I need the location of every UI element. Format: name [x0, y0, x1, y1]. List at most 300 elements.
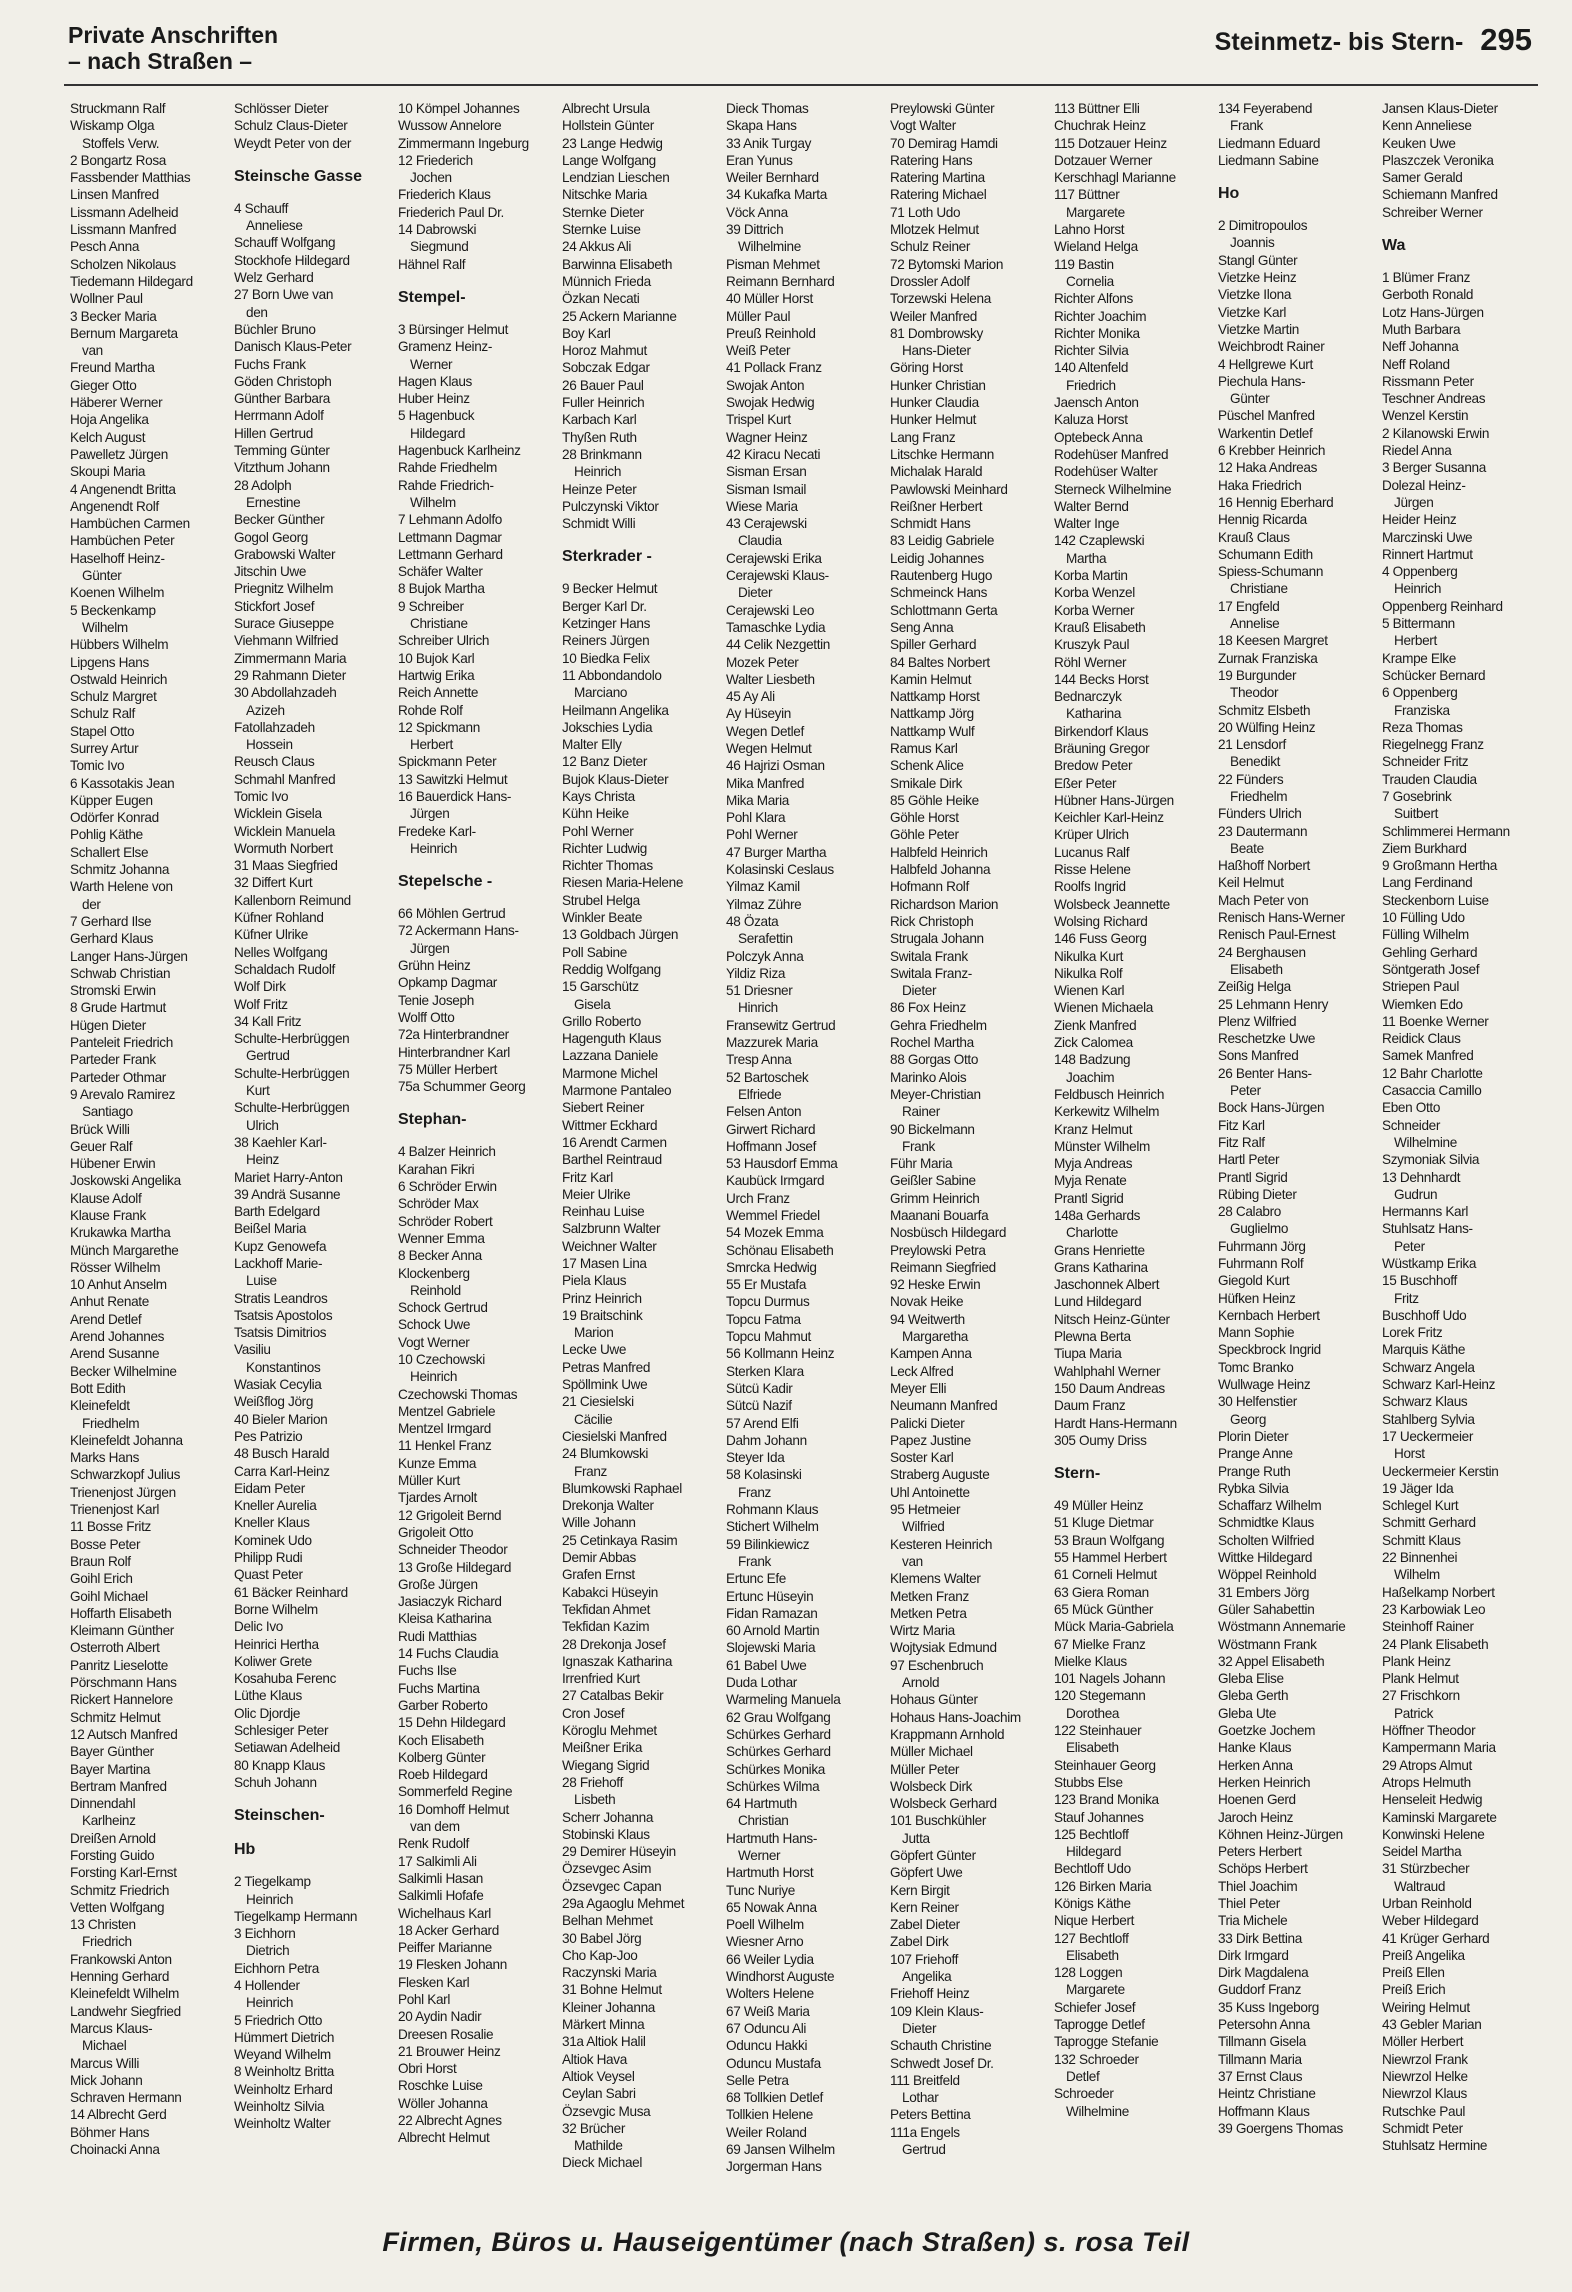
directory-entry: Cäcilie	[574, 1411, 613, 1427]
directory-entry: Hillen Gertrud	[234, 425, 313, 441]
directory-entry: Jaensch Anton	[1054, 395, 1139, 411]
directory-entry: Reinhau Luise	[562, 1204, 645, 1220]
directory-entry: Wöller Johanna	[398, 2095, 488, 2111]
directory-entry: Tillmann Maria	[1218, 2051, 1302, 2067]
directory-entry: Krukawka Martha	[70, 1225, 171, 1241]
directory-entry: Scherr Johanna	[562, 1809, 654, 1825]
directory-entry: Richter Thomas	[562, 858, 653, 874]
directory-entry: 55 Er Mustafa	[726, 1277, 807, 1293]
directory-entry: Suitbert	[1394, 806, 1439, 822]
directory-entry: Krüper Ulrich	[1054, 827, 1129, 843]
directory-entry: Soster Karl	[890, 1450, 954, 1466]
directory-entry: 9 Becker Helmut	[562, 581, 658, 597]
directory-entry: Stapel Otto	[70, 723, 135, 739]
directory-entry: Becker Wilhelmine	[70, 1363, 177, 1379]
directory-entry: Wöppel Reinhold	[1218, 1567, 1317, 1583]
street-heading: Stempel-	[398, 288, 466, 306]
directory-entry: Wirtz Maria	[890, 1623, 955, 1639]
directory-entry: Tunc Nuriye	[726, 1882, 795, 1898]
directory-entry: Waltraud	[1394, 1878, 1446, 1894]
directory-entry: Cornelia	[1066, 273, 1114, 289]
directory-entry: Jokschies Lydia	[562, 719, 653, 735]
directory-entry: 67 Mielke Franz	[1054, 1636, 1146, 1652]
directory-entry: Kneller Klaus	[234, 1515, 310, 1531]
directory-entry: Gogol Georg	[234, 529, 308, 545]
directory-entry: Schücker Bernard	[1382, 667, 1486, 683]
directory-entry: Münster Wilhelm	[1054, 1138, 1150, 1154]
directory-entry: Trienenjost Jürgen	[70, 1484, 176, 1500]
directory-entry: Choinacki Anna	[70, 2142, 160, 2158]
directory-entry: Vogt Walter	[890, 118, 956, 134]
directory-entry: Münch Margarethe	[70, 1242, 179, 1258]
directory-entry: 148a Gerhards	[1054, 1208, 1141, 1223]
directory-entry: Hübner Hans-Jürgen	[1054, 792, 1174, 808]
directory-entry: Fidan Ramazan	[726, 1605, 818, 1621]
directory-entry: Grigoleit Otto	[398, 1524, 474, 1540]
directory-entry: Georg	[1230, 1411, 1267, 1427]
directory-entry: 39 Dittrich	[726, 222, 784, 238]
directory-entry: Stuhlsatz Hans-	[1382, 1221, 1473, 1237]
directory-entry: Heinrich	[246, 1891, 294, 1907]
directory-entry: Stobinski Klaus	[562, 1826, 650, 1842]
directory-entry: Dahm Johann	[726, 1432, 807, 1448]
directory-entry: Herken Anna	[1218, 1757, 1293, 1773]
directory-entry: 150 Daum Andreas	[1054, 1380, 1165, 1396]
directory-entry: 34 Kukafka Marta	[726, 187, 827, 203]
directory-entry: Obri Horst	[398, 2061, 457, 2077]
directory-entry: Panteleit Friedrich	[70, 1035, 173, 1051]
directory-entry: Ratering Hans	[890, 152, 973, 168]
directory-entry: Mentzel Irmgard	[398, 1421, 491, 1437]
directory-entry: Wolf Fritz	[234, 996, 288, 1012]
directory-entry: 95 Hetmeier	[890, 1502, 961, 1518]
directory-entry: Hofmann Rolf	[890, 879, 969, 895]
directory-entry: 35 Kuss Ingeborg	[1218, 1999, 1319, 2015]
directory-entry: 11 Bosse Fritz	[70, 1519, 151, 1535]
directory-entry: Dietrich	[246, 1943, 290, 1959]
column-5	[726, 100, 890, 2220]
directory-entry: Möller Herbert	[1382, 2034, 1464, 2050]
directory-entry: Cerajewski Leo	[726, 602, 815, 618]
directory-entry: Papez Justine	[890, 1432, 971, 1448]
directory-entry: Wegen Helmut	[726, 740, 812, 756]
directory-entry: 7 Lehmann Adolfo	[398, 512, 502, 528]
directory-entry: Wasiak Cecylia	[234, 1377, 322, 1393]
directory-entry: Philipp Rudi	[234, 1550, 303, 1566]
directory-entry: Richter Joachim	[1054, 308, 1147, 324]
directory-entry: Topcu Mahmut	[726, 1329, 811, 1345]
directory-entry: Schwarz Angela	[1382, 1359, 1475, 1375]
directory-entry: Kallenborn Reimund	[234, 892, 351, 908]
directory-entry: Priegnitz Wilhelm	[234, 581, 334, 597]
directory-entry: Weichner Walter	[562, 1238, 657, 1254]
directory-entry: Haßhoff Norbert	[1218, 858, 1310, 874]
directory-entry: Söntgerath Josef	[1382, 961, 1480, 977]
street-heading: Stepelsche -	[398, 873, 493, 891]
directory-entry: Kleimann Günther	[70, 1623, 174, 1639]
directory-entry: Lahno Horst	[1054, 222, 1125, 238]
directory-entry: Braun Rolf	[70, 1553, 131, 1569]
directory-entry: Pulczynski Viktor	[562, 498, 659, 514]
directory-entry: Schmitt Gerhard	[1382, 1515, 1476, 1531]
directory-entry: 10 Anhut Anselm	[70, 1277, 167, 1293]
directory-entry: Wollner Paul	[70, 291, 143, 307]
directory-entry: Serafettin	[738, 931, 793, 947]
directory-entry: Keil Helmut	[1218, 875, 1284, 891]
directory-entry: Heintz Christiane	[1218, 2086, 1316, 2102]
directory-entry: Peter	[1394, 1238, 1425, 1254]
directory-entry: 109 Klein Klaus-	[890, 2003, 984, 2019]
directory-entry: 31 Stürzbecher	[1382, 1861, 1470, 1877]
directory-entry: Struckmann Ralf	[70, 101, 166, 116]
directory-entry: Maanani Bouarfa	[890, 1208, 989, 1223]
directory-entry: Margarete	[1066, 204, 1125, 220]
directory-entry: Rohmann Klaus	[726, 1502, 819, 1518]
directory-entry: Schröder Max	[398, 1196, 479, 1212]
street-heading: Ho	[1218, 185, 1240, 203]
directory-entry: 61 Bäcker Reinhard	[234, 1584, 348, 1600]
directory-entry: Cerajewski Erika	[726, 550, 822, 566]
directory-entry: Schürkes Gerhard	[726, 1744, 831, 1760]
directory-entry: Joannis	[1230, 235, 1275, 251]
directory-entry: Szymoniak Silvia	[1382, 1152, 1480, 1168]
directory-entry: 18 Keesen Margret	[1218, 633, 1328, 649]
directory-entry: 13 Goldbach Jürgen	[562, 927, 679, 943]
directory-entry: 37 Ernst Claus	[1218, 2068, 1303, 2084]
directory-entry: Piechula Hans-	[1218, 373, 1306, 389]
directory-entry: Feldbusch Heinrich	[1054, 1086, 1165, 1102]
directory-entry: Sisman Ismail	[726, 481, 807, 497]
directory-entry: Duda Lothar	[726, 1675, 797, 1691]
directory-entry: Schlimmerei Hermann	[1382, 823, 1510, 839]
directory-entry: Göhle Horst	[890, 810, 959, 826]
directory-entry: Kern Birgit	[890, 1882, 950, 1898]
directory-entry: 111a Engels	[890, 2124, 960, 2140]
directory-entry: Heinrich	[410, 840, 458, 856]
directory-entry: 6 Oppenberg	[1382, 685, 1458, 701]
directory-entry: 2 Kilanowski Erwin	[1382, 425, 1490, 441]
directory-entry: Elisabeth	[1066, 1947, 1119, 1963]
directory-entry: 42 Kiracu Necati	[726, 446, 821, 462]
directory-entry: Müller Peter	[890, 1761, 960, 1777]
directory-entry: Gisela	[574, 996, 611, 1012]
directory-entry: 25 Lehmann Henry	[1218, 996, 1329, 1012]
directory-entry: Roschke Luise	[398, 2078, 483, 2094]
directory-entry: Litschke Hermann	[890, 446, 994, 462]
directory-entry: 10 Bujok Karl	[398, 650, 475, 666]
directory-entry: Hunker Christian	[890, 377, 986, 393]
directory-entry: Püschel Manfred	[1218, 408, 1315, 424]
directory-entry: 10 Biedka Felix	[562, 650, 650, 666]
directory-entry: Rissmann Peter	[1382, 373, 1474, 389]
directory-entry: Ratering Michael	[890, 187, 987, 203]
directory-entry: van dem	[410, 1819, 460, 1835]
directory-entry: Schreiber Werner	[1382, 204, 1483, 220]
directory-entry: Fredeke Karl-	[398, 823, 476, 839]
directory-entry: Hügen Dieter	[70, 1017, 146, 1033]
directory-entry: Ketzinger Hans	[562, 616, 651, 632]
header-right	[1215, 22, 1532, 58]
directory-entry: Göring Horst	[890, 360, 963, 376]
directory-entry: 19 Burgunder	[1218, 667, 1297, 683]
directory-entry: 83 Leidig Gabriele	[890, 533, 995, 549]
directory-entry: Weiler Manfred	[890, 308, 978, 324]
directory-entry: Peter	[1230, 1083, 1261, 1099]
directory-entry: Windhorst Auguste	[726, 1969, 835, 1985]
directory-entry: 4 Schauff	[234, 200, 289, 216]
directory-entry: 13 Dehnhardt	[1382, 1169, 1461, 1185]
directory-entry: Jürgen	[410, 806, 450, 822]
directory-entry: Schulte-Herbrüggen	[234, 1031, 350, 1047]
directory-entry: Quast Peter	[234, 1567, 303, 1583]
directory-entry: 5 Friedrich Otto	[234, 2012, 323, 2028]
directory-entry: 39 Andrä Susanne	[234, 1186, 341, 1202]
directory-entry: Cron Josef	[562, 1705, 625, 1721]
directory-entry: Schmitt Klaus	[1382, 1532, 1461, 1548]
directory-entry: Hans-Dieter	[902, 343, 971, 359]
directory-entry: Kaluza Horst	[1054, 412, 1128, 428]
directory-entry: Frank	[1230, 118, 1263, 134]
directory-entry: Thiel Peter	[1218, 1895, 1280, 1911]
directory-entry: Vietzke Karl	[1218, 304, 1287, 320]
directory-entry: Schauff Wolfgang	[234, 235, 336, 251]
directory-entry: Tsatsis Dimitrios	[234, 1325, 327, 1341]
directory-entry: 30 Helfenstier	[1218, 1394, 1297, 1410]
directory-entry: Bujok Klaus-Dieter	[562, 771, 669, 787]
directory-entry: Oppenberg Reinhard	[1382, 598, 1503, 614]
directory-entry: Neumann Manfred	[890, 1398, 998, 1414]
directory-entry: Schneider	[1382, 1117, 1441, 1133]
directory-entry: 119 Bastin	[1054, 256, 1114, 272]
directory-entry: 15 Dehn Hildegard	[398, 1715, 506, 1731]
directory-entry: Lund Hildegard	[1054, 1294, 1142, 1310]
directory-entry: Hübbers Wilhelm	[70, 637, 169, 653]
directory-entry: Roeb Hildegard	[398, 1767, 488, 1783]
directory-entry: Schwarzkopf Julius	[70, 1467, 181, 1483]
directory-entry: 32 Appel Elisabeth	[1218, 1653, 1325, 1669]
directory-entry: Reich Annette	[398, 685, 479, 701]
directory-entry: Mika Maria	[726, 792, 789, 808]
directory-entry: Selle Petra	[726, 2072, 789, 2088]
directory-entry: 27 Born Uwe van	[234, 287, 334, 303]
directory-entry: 31 Bohne Helmut	[562, 1982, 662, 1998]
directory-entry: 24 Plank Elisabeth	[1382, 1636, 1489, 1652]
directory-entry: Sisman Ersan	[726, 464, 807, 480]
directory-entry: 61 Corneli Helmut	[1054, 1567, 1157, 1583]
directory-entry: Wormuth Norbert	[234, 840, 333, 856]
directory-entry: Höffner Theodor	[1382, 1723, 1476, 1739]
directory-entry: Borne Wilhelm	[234, 1601, 318, 1617]
directory-entry: 85 Göhle Heike	[890, 792, 979, 808]
directory-entry: Urban Reinhold	[1382, 1895, 1472, 1911]
directory-entry: 3 Bürsinger Helmut	[398, 321, 509, 337]
directory-entry: Riegelnegg Franz	[1382, 737, 1484, 753]
directory-entry: Rahde Friedhelm	[398, 460, 498, 476]
directory-entry: 8 Weinholtz Britta	[234, 2064, 334, 2080]
directory-entry: Hinrich	[738, 1000, 778, 1016]
directory-entry: Schwarz Klaus	[1382, 1394, 1468, 1410]
directory-entry: 27 Frischkorn	[1382, 1688, 1460, 1704]
directory-entry: Eidam Peter	[234, 1480, 305, 1496]
directory-entry: Tekfidan Kazim	[562, 1619, 650, 1635]
directory-entry: Weber Hildegard	[1382, 1913, 1479, 1929]
directory-entry: Mariet Harry-Anton	[234, 1169, 343, 1185]
directory-entry: Gehra Friedhelm	[890, 1017, 987, 1033]
directory-entry: Grühn Heinz	[398, 958, 471, 974]
column-9	[1382, 100, 1546, 2220]
directory-entry: Werner	[410, 356, 453, 372]
directory-entry: 90 Bickelmann	[890, 1121, 975, 1137]
directory-entry: Delic Ivo	[234, 1619, 283, 1635]
directory-entry: Berger Karl Dr.	[562, 598, 647, 614]
directory-entry: 97 Eschenbruch	[890, 1657, 984, 1673]
directory-entry: Striepen Paul	[1382, 979, 1460, 995]
directory-entry: Zick Calomea	[1054, 1035, 1133, 1051]
directory-entry: Becker Günther	[234, 512, 325, 528]
directory-entry: 67 Weiß Maria	[726, 2003, 810, 2019]
directory-entry: 2 Tiegelkamp	[234, 1874, 311, 1890]
directory-entry: Swojak Anton	[726, 377, 805, 393]
directory-entry: 13 Große Hildegard	[398, 1559, 512, 1575]
directory-entry: Steinhoff Rainer	[1382, 1619, 1474, 1635]
directory-entry: Tomc Branko	[1218, 1359, 1294, 1375]
directory-entry: 61 Babel Uwe	[726, 1657, 807, 1673]
directory-entry: 1 Blümer Franz	[1382, 270, 1471, 286]
directory-entry: 67 Oduncu Ali	[726, 2020, 807, 2036]
directory-entry: 30 Babel Jörg	[562, 1930, 642, 1946]
directory-entry: Fuller Heinrich	[562, 395, 645, 411]
directory-entry: Hoffmann Klaus	[1218, 2103, 1310, 2119]
street-heading: Sterkrader -	[562, 548, 652, 566]
directory-entry: Bechtloff Udo	[1054, 1861, 1131, 1877]
directory-entry: 6 Krebber Heinrich	[1218, 443, 1326, 459]
directory-entry: Blumkowski Raphael	[562, 1480, 682, 1496]
directory-entry: Grafen Ernst	[562, 1567, 635, 1583]
directory-entry: Linsen Manfred	[70, 187, 159, 203]
directory-entry: Kunze Emma	[398, 1455, 477, 1471]
directory-entry: Thyßen Ruth	[562, 429, 637, 445]
directory-entry: Schaldach Rudolf	[234, 961, 335, 977]
directory-entry: Martha	[1066, 550, 1107, 566]
directory-entry: Leck Alfred	[890, 1363, 954, 1379]
directory-entry: Wicklein Manuela	[234, 823, 335, 839]
directory-entry: Tsatsis Apostolos	[234, 1307, 333, 1323]
directory-entry: Hardt Hans-Hermann	[1054, 1415, 1177, 1431]
directory-entry: 3 Berger Susanna	[1382, 460, 1486, 476]
directory-entry: Gehling Gerhard	[1382, 944, 1478, 960]
directory-entry: Korba Werner	[1054, 602, 1135, 618]
directory-entry: Märkert Minna	[562, 2017, 645, 2033]
directory-entry: 16 Bauerdick Hans-	[398, 788, 512, 804]
directory-entry: 120 Stegemann	[1054, 1688, 1146, 1704]
directory-entry: Werner	[738, 1847, 781, 1863]
directory-entry: Dieck Thomas	[726, 101, 809, 116]
directory-entry: Weiler Bernhard	[726, 170, 819, 186]
directory-entry: Koliwer Grete	[234, 1653, 312, 1669]
directory-entry: Kampen Anna	[890, 1346, 972, 1362]
directory-entry: Belhan Mehmet	[562, 1913, 653, 1929]
directory-entry: 3 Becker Maria	[70, 308, 157, 324]
directory-entry: Schröder Robert	[398, 1213, 493, 1229]
directory-entry: Klause Adolf	[70, 1190, 142, 1206]
directory-entry: Marcus Klaus-	[70, 2020, 153, 2036]
directory-entry: Ulrich	[246, 1117, 279, 1133]
directory-entry: Marciano	[574, 685, 628, 701]
directory-entry: 81 Dombrowsky	[890, 325, 983, 341]
directory-entry: Göhle Peter	[890, 827, 959, 843]
directory-entry: van	[902, 1553, 923, 1569]
directory-entry: Salkimli Hasan	[398, 1870, 483, 1886]
directory-entry: Wolters Helene	[726, 1986, 814, 2002]
directory-entry: Barthel Reintraud	[562, 1152, 662, 1168]
directory-entry: Walter Inge	[1054, 516, 1120, 532]
directory-entry: Plewna Berta	[1054, 1329, 1131, 1345]
directory-entry: Bott Edith	[70, 1380, 126, 1396]
directory-entry: 5 Hagenbuck	[398, 408, 475, 424]
directory-entry: Sommerfeld Regine	[398, 1784, 513, 1800]
directory-entry: Cerajewski Klaus-	[726, 568, 829, 584]
directory-entry: Rösser Wilhelm	[70, 1259, 161, 1275]
directory-entry: Reschetzke Uwe	[1218, 1031, 1316, 1047]
directory-entry: Osterroth Albert	[70, 1640, 160, 1656]
directory-entry: Mach Peter von	[1218, 892, 1309, 908]
directory-entry: Ceylan Sabri	[562, 2086, 636, 2102]
directory-entry: Surrey Artur	[70, 740, 139, 756]
directory-entry: Schiefer Josef	[1054, 1999, 1136, 2015]
directory-entry: Schulte-Herbrüggen	[234, 1100, 350, 1116]
directory-entry: Mozek Peter	[726, 654, 799, 670]
directory-entry: 4 Hellgrewe Kurt	[1218, 356, 1313, 372]
directory-entry: Steckenborn Luise	[1382, 892, 1489, 908]
directory-entry: Gerboth Ronald	[1382, 287, 1474, 303]
directory-entry: 12 Grigoleit Bernd	[398, 1507, 502, 1523]
directory-entry: Kaminski Margarete	[1382, 1809, 1497, 1825]
directory-entry: Jansen Klaus-Dieter	[1382, 101, 1498, 116]
directory-entry: 41 Krüger Gerhard	[1382, 1930, 1490, 1946]
directory-entry: Heinze Peter	[562, 481, 637, 497]
directory-entry: Eben Otto	[1382, 1100, 1441, 1116]
directory-entry: Urch Franz	[726, 1190, 790, 1206]
directory-entry: Ueckermeier Kerstin	[1382, 1463, 1499, 1479]
directory-entry: Herken Heinrich	[1218, 1774, 1311, 1790]
directory-entry: Hildegard	[410, 425, 466, 441]
directory-entry: Jochen	[410, 170, 452, 186]
directory-entry: 6 Kassotakis Jean	[70, 775, 175, 791]
column-8	[1218, 100, 1382, 2220]
directory-entry: 32 Brücher	[562, 2120, 625, 2136]
directory-entry: Samek Manfred	[1382, 1048, 1474, 1064]
directory-entry: Renisch Hans-Werner	[1218, 910, 1345, 926]
directory-entry: 2 Dimitropoulos	[1218, 218, 1308, 234]
directory-entry: 10 Czechowski	[398, 1352, 485, 1367]
directory-entry: Häberer Werner	[70, 395, 163, 411]
directory-entry: Küfner Ulrike	[234, 927, 309, 943]
directory-entry: Lazzana Daniele	[562, 1048, 659, 1064]
directory-entry: Brück Willi	[70, 1121, 130, 1137]
directory-entry: Meyer Elli	[890, 1380, 947, 1396]
directory-entry: Hambüchen Peter	[70, 533, 175, 549]
directory-entry: Marmone Michel	[562, 1065, 658, 1081]
directory-entry: Bock Hans-Jürgen	[1218, 1100, 1325, 1116]
directory-entry: Heinz	[246, 1152, 280, 1168]
directory-entry: Friedrich	[1066, 377, 1116, 393]
directory-entry: Fuhrmann Jörg	[1218, 1238, 1306, 1254]
directory-entry: Jorgerman Hans	[726, 2159, 822, 2175]
directory-entry: Hunker Helmut	[890, 412, 977, 428]
directory-entry: Korba Wenzel	[1054, 585, 1135, 601]
directory-entry: 128 Loggen	[1054, 1965, 1123, 1981]
directory-entry: Rautenberg Hugo	[890, 568, 993, 584]
